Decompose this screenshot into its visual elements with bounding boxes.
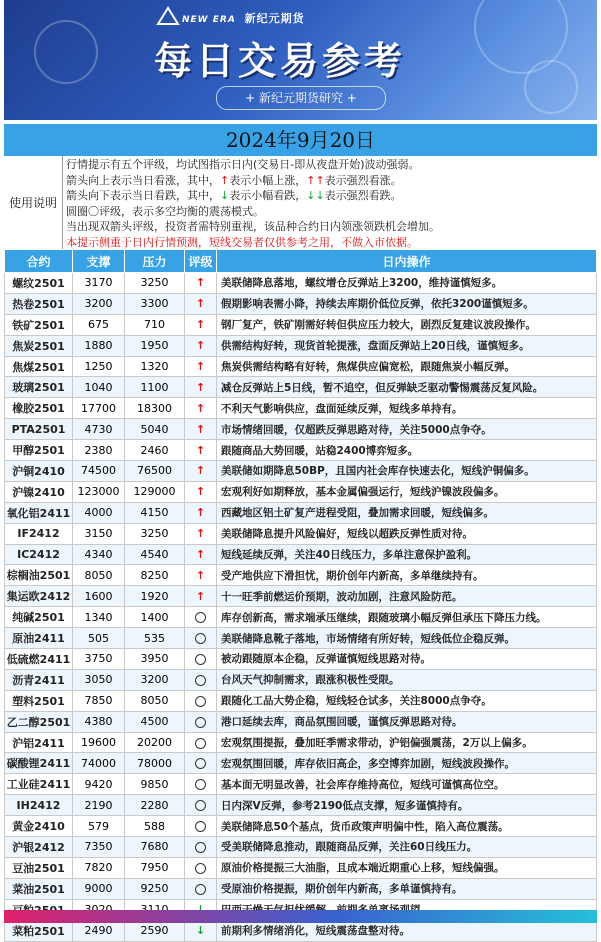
resistance-cell: 20200	[125, 732, 185, 753]
intraday-operation-cell: 跟随化工品大势企稳，短线轻仓试多，关注8000点争夺。	[217, 690, 597, 711]
intraday-operation-cell: 不利天气影响供应，盘面延续反弹，短线多单持有。	[217, 398, 597, 419]
support-cell: 4730	[73, 419, 125, 440]
table-row	[5, 440, 597, 461]
arrow-up-icon: ↑	[195, 422, 206, 436]
support-cell: 3200	[73, 293, 125, 314]
column-header-intraday-operation: 日内操作	[217, 250, 597, 273]
intraday-operation-cell: 减仓反弹站上5日线，暂不追空，但反弹缺乏驱动警惕震荡反复风险。	[217, 377, 597, 398]
circle-icon	[195, 800, 206, 811]
circle-icon	[195, 675, 206, 686]
resistance-cell: 76500	[125, 461, 185, 482]
table-row	[5, 920, 597, 941]
column-header-resistance: 压力	[125, 250, 185, 273]
support-cell: 2380	[73, 440, 125, 461]
intraday-operation-cell: 美联储降息落地，螺纹增仓反弹站上3200，维持谨慎短多。	[217, 273, 597, 294]
rating-cell	[185, 690, 217, 711]
table-row	[5, 837, 597, 858]
intraday-operation-cell: 宏观氛围提振，叠加旺季需求带动，沪铝偏强震荡，2万以上偏多。	[217, 732, 597, 753]
trading-reference-table	[4, 249, 597, 942]
table-row	[5, 774, 597, 795]
rating-cell	[185, 920, 217, 941]
resistance-cell: 5040	[125, 419, 185, 440]
column-header-support: 支撑	[73, 250, 125, 273]
support-cell: 3050	[73, 669, 125, 690]
arrow-up-icon: ↑	[195, 401, 206, 415]
support-cell: 1880	[73, 335, 125, 356]
contract-cell: IC2412	[5, 544, 73, 565]
rating-cell	[185, 440, 217, 461]
intraday-operation-cell: 库存创新高，需求端承压继续，跟随玻璃小幅反弹但承压下降压力线。	[217, 607, 597, 628]
table-row	[5, 732, 597, 753]
arrow-up-icon: ↑	[195, 527, 206, 541]
usage-notes-lines	[66, 157, 594, 250]
table-row	[5, 523, 597, 544]
contract-cell: IH2412	[5, 795, 73, 816]
rating-cell	[185, 586, 217, 607]
resistance-cell: 1320	[125, 356, 185, 377]
table-row	[5, 273, 597, 294]
resistance-cell: 1100	[125, 377, 185, 398]
resistance-cell: 3300	[125, 293, 185, 314]
resistance-cell: 78000	[125, 753, 185, 774]
table-row	[5, 628, 597, 649]
brand-name-en: NEW ERA	[182, 15, 236, 25]
brand-logo	[182, 10, 305, 26]
circle-icon	[195, 758, 206, 769]
support-cell: 74500	[73, 461, 125, 482]
table-header-row	[5, 250, 597, 273]
table-row	[5, 419, 597, 440]
rating-cell	[185, 753, 217, 774]
support-cell: 2190	[73, 795, 125, 816]
support-cell: 1340	[73, 607, 125, 628]
resistance-cell: 1920	[125, 586, 185, 607]
intraday-operation-cell: 原油价格提振三大油脂，且成本端近期重心上移，短线偏强。	[217, 857, 597, 878]
rating-cell	[185, 669, 217, 690]
intraday-operation-cell: 美联储降息靴子落地，市场情绪有所好转，短线低位企稳反弹。	[217, 628, 597, 649]
resistance-cell: 9850	[125, 774, 185, 795]
rating-cell	[185, 398, 217, 419]
rating-cell	[185, 356, 217, 377]
circle-icon	[195, 884, 206, 895]
rating-cell	[185, 273, 217, 294]
table-row	[5, 649, 597, 670]
table-row	[5, 481, 597, 502]
arrow-up-icon: ↑	[195, 360, 206, 373]
contract-cell: 菜粕2501	[5, 920, 73, 941]
circle-icon	[195, 779, 206, 790]
intraday-operation-cell: 被动跟随原本企稳，反弹谨慎短线思路对待。	[217, 649, 597, 670]
circle-icon	[195, 612, 206, 623]
table-row	[5, 544, 597, 565]
support-cell: 4000	[73, 502, 125, 523]
support-cell: 2490	[73, 920, 125, 941]
table-row	[5, 586, 597, 607]
intraday-operation-cell: 受产地供应下滑担忧，期价创年内新高，多单继续持有。	[217, 565, 597, 586]
contract-cell: 焦炭2501	[5, 335, 73, 356]
intraday-operation-cell: 市场情绪回暖，仅超跌反弹思路对待，关注5000点争夺。	[217, 419, 597, 440]
support-cell: 1040	[73, 377, 125, 398]
rating-cell	[185, 461, 217, 482]
support-cell: 17700	[73, 398, 125, 419]
header-banner	[4, 0, 597, 120]
arrow-up-icon: ↑	[195, 589, 206, 603]
resistance-cell: 3250	[125, 523, 185, 544]
contract-cell: 甲醇2501	[5, 440, 73, 461]
rating-cell	[185, 837, 217, 858]
support-cell: 505	[73, 628, 125, 649]
circle-icon	[195, 863, 206, 874]
intraday-operation-cell: 台风天气抑制需求，跟涨积极性受限。	[217, 669, 597, 690]
resistance-cell: 710	[125, 314, 185, 335]
support-cell: 4340	[73, 544, 125, 565]
rating-cell	[185, 502, 217, 523]
column-header-rating: 评级	[185, 250, 217, 273]
support-cell: 1600	[73, 586, 125, 607]
support-cell: 19600	[73, 732, 125, 753]
usage-note-line: 行情提示有五个评级，均试图指示日内(交易日-即从夜盘开始)波动强弱。	[66, 158, 420, 171]
support-cell: 123000	[73, 481, 125, 502]
support-cell: 1250	[73, 356, 125, 377]
resistance-cell: 129000	[125, 481, 185, 502]
table-row	[5, 816, 597, 837]
contract-cell: 黄金2410	[5, 816, 73, 837]
contract-cell: 原油2411	[5, 628, 73, 649]
arrow-up-icon: ↑	[195, 297, 206, 311]
rating-cell	[185, 523, 217, 544]
support-cell: 9420	[73, 774, 125, 795]
table-row	[5, 565, 597, 586]
intraday-operation-cell: 跟随商品大势回暖，站稳2400博弈短多。	[217, 440, 597, 461]
table-row	[5, 607, 597, 628]
report-date: 2024年9月20日	[4, 124, 597, 156]
table-row	[5, 293, 597, 314]
intraday-operation-cell: 受美联储降息推动，跟随商品反弹，关注60日线压力。	[217, 837, 597, 858]
rating-cell	[185, 419, 217, 440]
support-cell: 9000	[73, 878, 125, 899]
resistance-cell: 9250	[125, 878, 185, 899]
rating-cell	[185, 795, 217, 816]
page-title: 每日交易参考	[154, 39, 407, 83]
arrow-up-icon: ↑	[195, 443, 206, 457]
rating-cell	[185, 335, 217, 356]
intraday-operation-cell: 钢厂复产，铁矿刚需好转但供应压力较大，剧烈反复建议波段操作。	[217, 314, 597, 335]
table-row	[5, 398, 597, 419]
usage-notes-label: 使用说明	[4, 156, 63, 249]
support-cell: 74000	[73, 753, 125, 774]
table-row	[5, 690, 597, 711]
support-cell: 3170	[73, 273, 125, 294]
intraday-operation-cell: 宏观氛围回暖，库存依旧高企，多空博弈加剧，短线波段操作。	[217, 753, 597, 774]
intraday-operation-cell: 前期利多情绪消化，短线震荡盘整对待。	[217, 920, 597, 941]
resistance-cell: 1950	[125, 335, 185, 356]
rating-cell	[185, 607, 217, 628]
intraday-operation-cell: 供需结构好转，现货首轮提涨，盘面反弹站上20日线，谨慎短多。	[217, 335, 597, 356]
rating-cell	[185, 711, 217, 732]
arrow-up-icon: ↑	[195, 318, 206, 332]
resistance-cell: 535	[125, 628, 185, 649]
intraday-operation-cell: 日内深V反弹，参考2190低点支撑，短多谨慎持有。	[217, 795, 597, 816]
intraday-operation-cell: 假期影响表需小降，持续去库期价低位反弹，依托3200谨慎短多。	[217, 293, 597, 314]
intraday-operation-cell: 美联储降息提升风险偏好，短线以超跌反弹性质对待。	[217, 523, 597, 544]
intraday-operation-cell: 十一旺季前燃运价预期，波动加剧，注意风险防范。	[217, 586, 597, 607]
footer-gradient-bar	[4, 910, 597, 923]
intraday-operation-cell: 港口延续去库，商品氛围回暖，谨慎反弹思路对待。	[217, 711, 597, 732]
resistance-cell: 8250	[125, 565, 185, 586]
contract-cell: 菜油2501	[5, 878, 73, 899]
arrow-up-icon: ↑	[195, 339, 206, 353]
contract-cell: 豆油2501	[5, 857, 73, 878]
rating-cell	[185, 857, 217, 878]
usage-note-line: 箭头向下表示当日看跌，其中，↓表示小幅看跌，↓↓表示强烈看跌。	[66, 189, 402, 202]
support-cell: 579	[73, 816, 125, 837]
intraday-operation-cell: 短线延续反弹，关注40日线压力，多单注意保护盈利。	[217, 544, 597, 565]
table-row	[5, 502, 597, 523]
circle-icon	[195, 696, 206, 707]
rating-cell	[185, 649, 217, 670]
table-row	[5, 711, 597, 732]
usage-notes	[4, 156, 597, 250]
support-cell: 7820	[73, 857, 125, 878]
intraday-operation-cell: 美联储降息50个基点，货币政策声明偏中性，陷入高位震荡。	[217, 816, 597, 837]
support-cell: 3150	[73, 523, 125, 544]
arrow-up-icon: ↑	[195, 568, 206, 582]
column-header-contract: 合约	[5, 250, 73, 273]
arrow-up-icon: ↑	[195, 464, 206, 478]
support-cell: 7850	[73, 690, 125, 711]
support-cell: 7350	[73, 837, 125, 858]
rating-cell	[185, 565, 217, 586]
usage-note-line: 圆圈〇评级，表示多空均衡的震荡模式。	[66, 204, 264, 218]
contract-cell: 棕榈油2501	[5, 565, 73, 586]
circle-icon	[195, 842, 206, 853]
table-row	[5, 377, 597, 398]
usage-note-line: 本提示侧重于日内行情预测，短线交易者仅供参考之用，不做入市依据。	[66, 235, 418, 249]
contract-cell: 沪镍2410	[5, 481, 73, 502]
contract-cell: 橡胶2501	[5, 398, 73, 419]
table-row	[5, 795, 597, 816]
resistance-cell: 2280	[125, 795, 185, 816]
rating-cell	[185, 628, 217, 649]
resistance-cell: 1400	[125, 607, 185, 628]
intraday-operation-cell: 美联储如期降息50BP，且国内社会库存快速去化，短线沪铜偏多。	[217, 461, 597, 482]
table-row	[5, 356, 597, 377]
support-cell: 4380	[73, 711, 125, 732]
table-row	[5, 669, 597, 690]
rating-cell	[185, 816, 217, 837]
table-row	[5, 314, 597, 335]
arrow-up-icon: ↑	[195, 485, 206, 499]
support-cell: 675	[73, 314, 125, 335]
usage-note-line: 当出现双箭头评级，投资者需特别重视，该品种合约日内领涨领跌机会增加。	[66, 220, 440, 233]
intraday-operation-cell: 受原油价格提振，期价创年内新高，多单谨慎持有。	[217, 878, 597, 899]
resistance-cell: 8050	[125, 690, 185, 711]
arrow-up-icon: ↑	[195, 506, 206, 520]
rating-cell	[185, 293, 217, 314]
contract-cell: 沥青2411	[5, 669, 73, 690]
circle-icon	[195, 633, 206, 644]
intraday-operation-cell: 基本面无明显改善，社会库存维持高位，短线可谨慎高位空。	[217, 774, 597, 795]
contract-cell: 工业硅2411	[5, 774, 73, 795]
table-row	[5, 461, 597, 482]
contract-cell: 氧化铝2411	[5, 502, 73, 523]
support-cell: 8050	[73, 565, 125, 586]
subtitle-badge: + 新纪元期货研究 +	[216, 86, 386, 110]
circle-icon	[195, 717, 206, 728]
contract-cell: PTA2501	[5, 419, 73, 440]
contract-cell: 低硫燃2411	[5, 649, 73, 670]
resistance-cell: 588	[125, 816, 185, 837]
intraday-operation-cell: 焦炭供需结构略有好转，焦煤供应偏宽松，跟随焦炭小幅反弹。	[217, 356, 597, 377]
resistance-cell: 4150	[125, 502, 185, 523]
support-cell: 3750	[73, 649, 125, 670]
rating-cell	[185, 481, 217, 502]
table-row	[5, 857, 597, 878]
contract-cell: 塑料2501	[5, 690, 73, 711]
resistance-cell: 4500	[125, 711, 185, 732]
arrow-up-icon: ↑	[195, 548, 206, 562]
circle-icon	[195, 821, 206, 832]
contract-cell: 螺纹2501	[5, 273, 73, 294]
circle-icon	[195, 654, 206, 665]
decorative-circle	[524, 60, 578, 114]
contract-cell: IF2412	[5, 523, 73, 544]
resistance-cell: 3950	[125, 649, 185, 670]
arrow-up-icon: ↑	[195, 276, 206, 290]
contract-cell: 沪银2412	[5, 837, 73, 858]
contract-cell: 热卷2501	[5, 293, 73, 314]
table-body	[5, 273, 597, 942]
contract-cell: 玻璃2501	[5, 377, 73, 398]
arrow-up-icon: ↑	[195, 380, 206, 394]
resistance-cell: 4540	[125, 544, 185, 565]
intraday-operation-cell: 西藏地区铝土矿复产进程受阻，叠加需求回暖，短线偏多。	[217, 502, 597, 523]
resistance-cell: 7680	[125, 837, 185, 858]
circle-icon	[195, 738, 206, 749]
contract-cell: 碳酸锂2411	[5, 753, 73, 774]
rating-cell	[185, 544, 217, 565]
contract-cell: 乙二醇2501	[5, 711, 73, 732]
contract-cell: 纯碱2501	[5, 607, 73, 628]
rating-cell	[185, 878, 217, 899]
contract-cell: 集运欧2412	[5, 586, 73, 607]
contract-cell: 沪铜2410	[5, 461, 73, 482]
table-row	[5, 878, 597, 899]
rating-cell	[185, 774, 217, 795]
table-row	[5, 753, 597, 774]
decorative-circle	[34, 20, 98, 84]
intraday-operation-cell: 宏观利好如期释放，基本金属偏强运行，短线沪镍波段偏多。	[217, 481, 597, 502]
table-row	[5, 335, 597, 356]
usage-note-line: 箭头向上表示当日看涨，其中，↑表示小幅上涨，↑↑表示强烈看涨。	[66, 173, 402, 187]
contract-cell: 铁矿2501	[5, 314, 73, 335]
resistance-cell: 3250	[125, 273, 185, 294]
brand-name-cn: 新纪元期货	[244, 12, 305, 25]
rating-cell	[185, 377, 217, 398]
resistance-cell: 18300	[125, 398, 185, 419]
resistance-cell: 3200	[125, 669, 185, 690]
resistance-cell: 2590	[125, 920, 185, 941]
rating-cell	[185, 732, 217, 753]
arrow-down-icon: ↓	[195, 924, 206, 938]
brand-logo-icon	[156, 6, 180, 26]
contract-cell: 沪铝2411	[5, 732, 73, 753]
contract-cell: 焦煤2501	[5, 356, 73, 377]
resistance-cell: 7950	[125, 857, 185, 878]
rating-cell	[185, 314, 217, 335]
resistance-cell: 2460	[125, 440, 185, 461]
